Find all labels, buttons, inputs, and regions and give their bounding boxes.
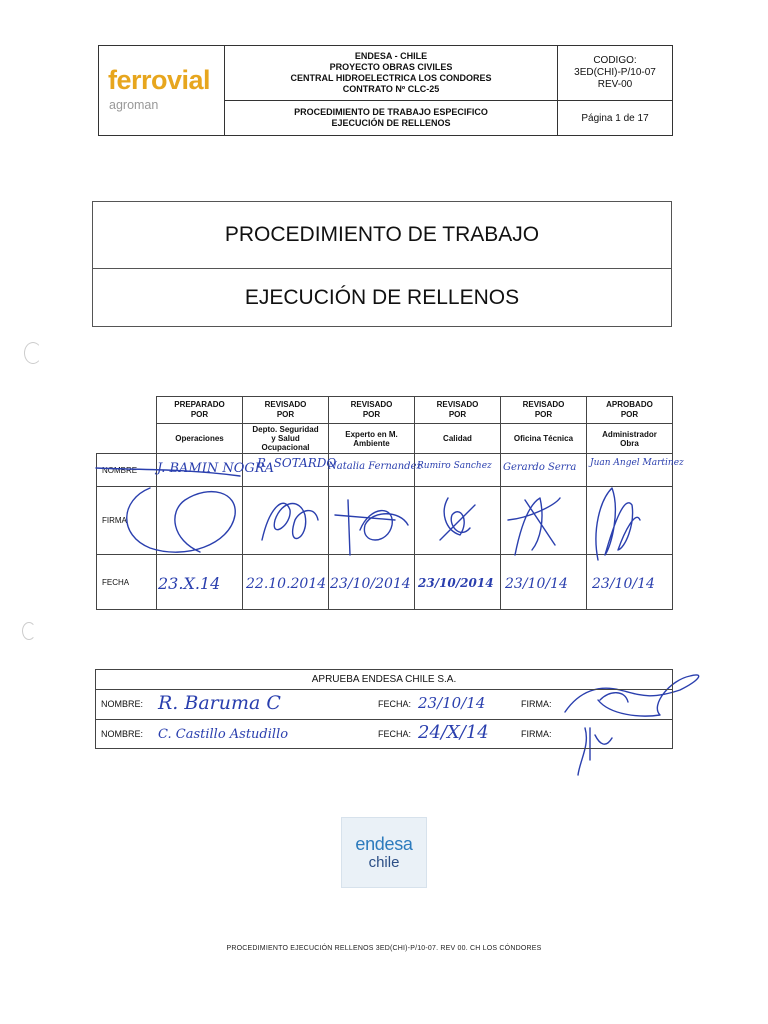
column-role-line: Calidad <box>443 434 472 443</box>
handwritten-date: 23/10/14 <box>505 576 568 592</box>
row-label-fecha: FECHA <box>97 555 157 610</box>
column-title-word: PREPARADO <box>174 400 225 409</box>
column-title-word: REVISADO <box>350 400 393 409</box>
signature-mark-2 <box>262 503 318 540</box>
endesa-chile-logo <box>341 817 427 888</box>
document-footer: PROCEDIMIENTO EJECUCIÓN RELLENOS 3ED(CHI)-P/10-07. REV 00. CH LOS CÓNDORES <box>226 945 542 952</box>
signature-mark-4 <box>440 498 475 540</box>
approver-name: C. Castillo Astudillo <box>158 727 289 742</box>
column-role-line: Experto en M. <box>345 429 398 439</box>
handwritten-name: Gerardo Serra <box>503 462 577 473</box>
logo-main-text: ferrovial <box>108 65 211 95</box>
handwritten-name: Juan Angel Martinez <box>590 458 684 468</box>
column-role-line: Operaciones <box>175 434 224 443</box>
code-line: REV-00 <box>597 79 633 90</box>
approver-date: 23/10/14 <box>418 694 486 712</box>
handwritten-name: R. SOTARDO <box>257 456 337 470</box>
project-line: CONTRATO Nº CLC-25 <box>342 84 440 94</box>
column-role-line: Ambiente <box>353 438 390 448</box>
column-role-line: Depto. Seguridad <box>252 425 319 434</box>
column-title-word: REVISADO <box>436 400 479 409</box>
code-line: CODIGO: <box>593 55 637 66</box>
column-title-word: POR <box>190 410 209 419</box>
column-title-word: APROBADO <box>606 400 653 409</box>
column-title-word: POR <box>276 410 295 419</box>
column-title-word: POR <box>620 410 639 419</box>
column-role-line: Obra <box>620 438 639 448</box>
handwritten-name: Rumiro Sanchez <box>417 461 492 471</box>
title-line-2: EJECUCIÓN DE RELLENOS <box>244 285 520 309</box>
signature-mark-3 <box>335 500 408 555</box>
row-label-firma: FIRMA <box>97 487 157 555</box>
project-line: CENTRAL HIDROELECTRICA LOS CONDORES <box>290 73 492 83</box>
signature-mark-1 <box>96 468 240 552</box>
nombre-label: NOMBRE: <box>101 729 144 739</box>
project-line: ENDESA - CHILE <box>354 51 428 61</box>
handwritten-date: 23/10/2014 <box>418 576 494 590</box>
nombre-label: NOMBRE: <box>101 699 144 709</box>
approver-name: R. Baruma C <box>158 692 281 714</box>
procedure-line: PROCEDIMIENTO DE TRABAJO ESPECIFICO <box>294 107 488 117</box>
handwritten-date: 23/10/14 <box>592 576 655 592</box>
code-line: 3ED(CHI)-P/10-07 <box>574 67 656 78</box>
approver-date: 24/X/14 <box>418 722 489 743</box>
punch-hole-mark <box>22 622 36 640</box>
fecha-label: FECHA: <box>378 729 412 739</box>
title-line-1: PROCEDIMIENTO DE TRABAJO <box>93 202 671 269</box>
firma-label: FIRMA: <box>521 729 552 739</box>
project-line: PROYECTO OBRAS CIVILES <box>329 62 453 72</box>
firma-label: FIRMA: <box>521 699 552 709</box>
page-number: Página 1 de 17 <box>581 112 649 124</box>
endesa-logo-text: endesa <box>355 834 413 854</box>
logo-sub-text: agroman <box>109 98 159 112</box>
column-role-line: Administrador <box>602 429 657 439</box>
column-title-word: REVISADO <box>522 400 565 409</box>
row-label-nombre: NOMBRE <box>97 454 157 487</box>
handwritten-date: 22.10.2014 <box>246 576 327 592</box>
handwritten-date: 23/10/2014 <box>330 576 411 592</box>
approval-heading: APRUEBA ENDESA CHILE S.A. <box>96 670 672 690</box>
column-role-line: Oficina Técnica <box>513 434 574 443</box>
fecha-label: FECHA: <box>378 699 412 709</box>
column-role-line: Ocupacional <box>261 443 310 452</box>
handwritten-name: Natalia Fernandez <box>328 461 422 472</box>
column-title-word: POR <box>448 410 467 419</box>
column-title-word: REVISADO <box>264 400 307 409</box>
punch-hole-mark <box>24 342 42 364</box>
column-title-word: POR <box>362 410 381 419</box>
procedure-line: EJECUCIÓN DE RELLENOS <box>331 118 451 128</box>
chile-logo-text: chile <box>368 854 400 871</box>
signature-mark-5 <box>508 498 560 555</box>
signature-mark-6 <box>596 488 640 560</box>
column-role-line: y Salud <box>271 434 300 443</box>
handwritten-date: 23.X.14 <box>158 574 221 593</box>
handwritten-name: J. BAMIN NOGRA <box>157 461 274 476</box>
column-title-word: POR <box>534 410 553 419</box>
